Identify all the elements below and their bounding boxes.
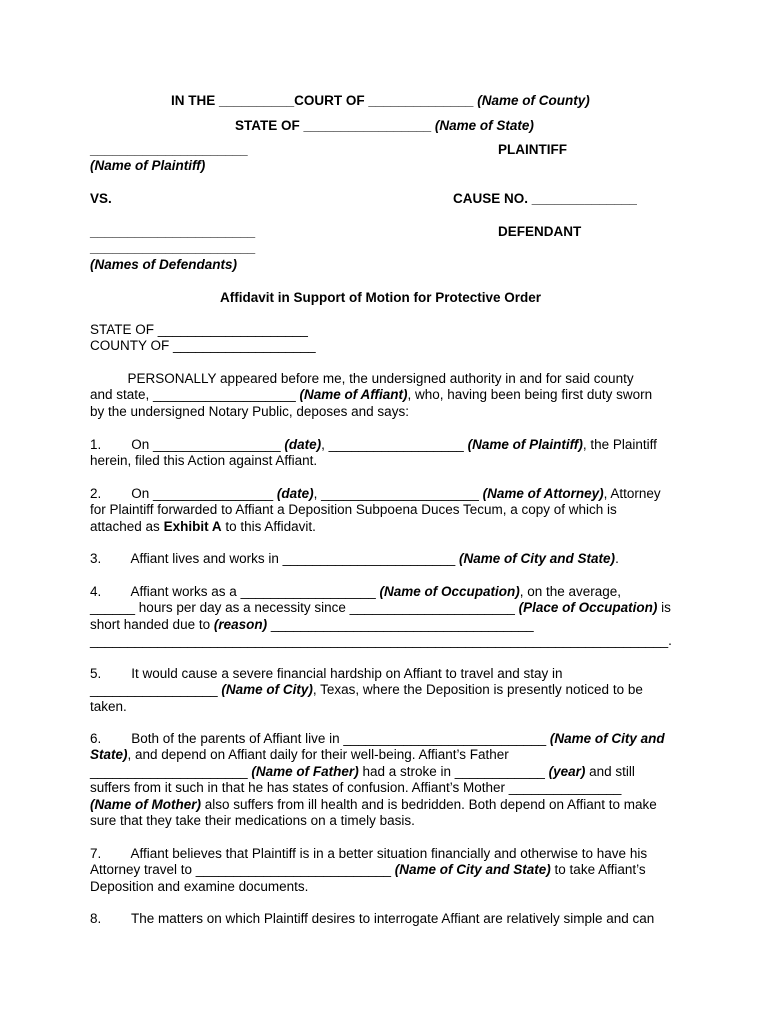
intro-text: , who, having been being first duty sworn [407,387,653,402]
paragraph-1-line-1 [90,437,657,454]
p4-text: , on the average, [519,584,622,599]
paragraph-4-line-1 [90,584,621,601]
paragraph-2-line-1 [90,486,661,503]
mother-placeholder: (Name of Mother) [90,797,201,812]
plaintiff-name-placeholder: (Name of Plaintiff) [90,158,206,173]
city-state-placeholder: (Name of City and State) [459,551,616,566]
date-placeholder: (date) [276,486,314,501]
father-placeholder: (Name of Father) [251,764,359,779]
versus-label: VS. [90,191,112,206]
paragraph-7-line-3: Deposition and examine documents. [90,879,309,894]
venue-county: COUNTY OF ___________________ [90,338,316,353]
paragraph-4-line-4: _____________________________________________________________________________. [90,633,672,648]
p6-text: , and depend on Affiant daily for their well-being. Affiant’s Father [127,747,509,762]
paragraph-8-line-1: 8. The matters on which Plaintiff desires to interrogate Affiant are relatively simple and can [90,911,655,926]
p6-text: also suffers from ill health and is bedridden. Both depend on Affiant to make [201,797,657,812]
paragraph-1-line-2: herein, filed this Action against Affiant. [90,453,318,468]
place-of-occupation-placeholder: (Place of Occupation) [518,600,658,615]
p4-text: is [657,600,671,615]
p1-text: 1. On _________________ [90,437,285,452]
reason-placeholder: (reason) [213,617,268,632]
p3-text: . [615,551,619,566]
p2-text: , Attorney [603,486,661,501]
plaintiff-blank: _____________________ [90,142,248,157]
city-placeholder: (Name of City) [221,682,313,697]
county-placeholder: (Name of County) [477,93,590,108]
exhibit-label: Exhibit A [163,519,222,534]
paragraph-5-line-1: 5. It would cause a severe financial hardship on Affiant to travel and stay in [90,666,563,681]
paragraph-2-line-3 [90,519,316,536]
venue-state: STATE OF ____________________ [90,322,308,337]
p7-text: to take Affiant’s [550,862,646,877]
p4-text: short handed due to [90,617,214,632]
city-state-placeholder: (Name of City and [549,731,665,746]
date-placeholder: (date) [284,437,322,452]
p2-text: attached as [90,519,164,534]
court-line-text: IN THE __________COURT OF ______________ [171,93,478,108]
p5-text: _________________ [90,682,222,697]
paragraph-6-line-4: suffers from it such in that he has states of confusion. Affiant’s Mother _______________ [90,780,622,795]
state-placeholder: (Name of State) [434,118,534,133]
paragraph-6-line-6: sure that they take their medications on a timely basis. [90,813,415,828]
defendant-blank-1: ______________________ [90,224,256,239]
paragraph-4-line-3 [90,617,534,634]
intro-text: and state, ___________________ [90,387,300,402]
paragraph-2-line-2: for Plaintiff forwarded to Affiant a Deposition Subpoena Duces Tecum, a copy of which is [90,502,617,517]
p1-text: , __________________ [321,437,468,452]
cause-number: CAUSE NO. ______________ [453,191,637,206]
paragraph-7-line-2 [90,862,646,879]
defendant-label: DEFENDANT [498,224,582,239]
p4-text: ___________________________________ [267,617,534,632]
paragraph-6-line-2 [90,747,509,764]
p4-text: ______ hours per day as a necessity since ______________________ [90,600,519,615]
state-line-text: STATE OF _________________ [235,118,435,133]
p2-text: , _____________________ [313,486,483,501]
paragraph-7-line-1: 7. Affiant believes that Plaintiff is in a better situation financially and otherwise to have his [90,846,648,861]
city-state-placeholder: State) [90,747,128,762]
p6-text: 6. Both of the parents of Affiant live in ___________________________ [90,731,550,746]
affiant-placeholder: (Name of Affiant) [299,387,408,402]
p7-text: Attorney travel to __________________________ [90,862,395,877]
plaintiff-placeholder: (Name of Plaintiff) [467,437,583,452]
paragraph-6-line-3 [90,764,635,781]
defendant-blank-2: ______________________ [90,240,256,255]
paragraph-6-line-1 [90,731,665,748]
p6-text: and still [585,764,635,779]
court-line [171,93,590,110]
defendants-name-placeholder: (Names of Defendants) [90,257,238,272]
occupation-placeholder: (Name of Occupation) [379,584,520,599]
p2-text: to this Affidavit. [221,519,316,534]
document-title: Affidavit in Support of Motion for Protective Order [220,290,542,305]
p5-text: , Texas, where the Deposition is presently noticed to be [312,682,643,697]
year-placeholder: (year) [548,764,586,779]
p6-text: had a stroke in ____________ [358,764,549,779]
intro-line-1: PERSONALLY appeared before me, the undersigned authority in and for said county [90,371,634,386]
paragraph-5-line-2 [90,682,643,699]
paragraph-3-line-1 [90,551,619,568]
intro-line-3: by the undersigned Notary Public, deposes and says: [90,404,409,419]
city-state-placeholder: (Name of City and State) [394,862,551,877]
paragraph-5-line-3: taken. [90,699,127,714]
p2-text: 2. On ________________ [90,486,277,501]
attorney-placeholder: (Name of Attorney) [482,486,604,501]
state-line [235,118,534,135]
p6-text: _____________________ [90,764,252,779]
paragraph-6-line-5 [90,797,657,814]
paragraph-4-line-2 [90,600,671,617]
plaintiff-label: PLAINTIFF [498,142,567,157]
p1-text: , the Plaintiff [582,437,657,452]
p3-text: 3. Affiant lives and works in _______________________ [90,551,460,566]
intro-line-2 [90,387,652,404]
p4-text: 4. Affiant works as a __________________ [90,584,380,599]
